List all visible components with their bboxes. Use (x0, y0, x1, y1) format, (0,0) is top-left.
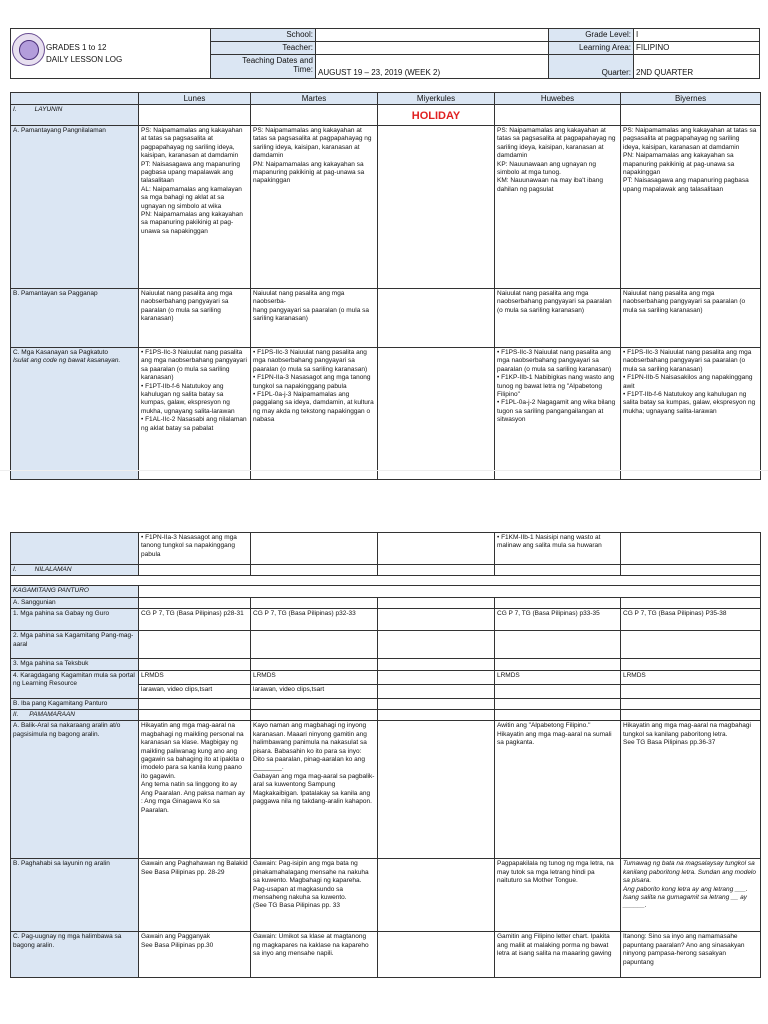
ra-martes: Kayo naman ang magbahagi ng inyong karanasan. Maaari ninyong gamitin ang halimbawang panimula na nakasulat sa pisara. Babasahin ko ito para sa inyo: Dito sa paaralan, pinag-aaralan ko ang ________. Gabayan ang mga mag-aaral sa pagbalik-aral sa kuwentong Sampung Magkakaibigan. Ipatalakay sa kanila ang paggawa nila ng takdang-aralin kahapon. (251, 721, 378, 859)
r1-lunes: CG P 7, TG (Basa Pilipinas) p28-31 (139, 609, 251, 631)
rc-lunes: Gawain ang Pagganyak See Basa Pilipinas pp.30 (139, 932, 251, 978)
row-b-biyernes: Naiuulat nang pasalita ang mga naobserbahang pangyayari sa paaralan (o mula sa sariling karanasan) (621, 289, 761, 348)
ra-lunes: Hikayatin ang mga mag-aaral na magbahagi ng maikling personal na karanasan sa klase. Magbigay ng maikling paliwanag kung ano ang gagawin sa bahaging ito at ipakita o imodelo para sa kanila kung paano ito gagawin. Ang tema natin sa linggong ito ay Ang Paaralan. Ang paksa naman ay : Ang mga Ginagawa Ko sa Paaralan. (139, 721, 251, 859)
rc-biyernes: Itanong: Sino sa inyo ang namamasahe papuntang paaralan? Ano ang sinasakyan ninyong pampasa-herong sasakyan papuntang (621, 932, 761, 978)
grade-label: Grade Level: (549, 29, 634, 42)
day-huwebes: Huwebes (495, 93, 621, 105)
blank-header-cell (11, 93, 139, 105)
day-martes: Martes (251, 93, 378, 105)
cont-lunes: • F1PN-IIa-3 Nasasagot ang mga tanong tungkol sa napakinggang pabula (139, 533, 251, 565)
rb-lunes: Gawain ang Paghahawan ng Balakid See Basa Pilipinas pp. 28-29 (139, 859, 251, 932)
kagamitan-heading: KAGAMITANG PANTURO (11, 586, 139, 597)
rb-miyerkules (378, 859, 495, 932)
r1-martes: CG P 7, TG (Basa Pilipinas) p32-33 (251, 609, 378, 631)
ra-biyernes: Hikayatin ang mga mag-aaral na magbahagi tungkol sa kanilang paboritong letra. See TG Basa Pilipinas pp.36-37 (621, 721, 761, 859)
r1-miyerkules (378, 609, 495, 631)
area-value: FILIPINO (634, 42, 760, 55)
rc-miyerkules (378, 932, 495, 978)
r4-miyerkules (378, 670, 495, 684)
teacher-label: Teacher: (211, 42, 316, 55)
nilalaman-heading: I. NILALAMAN (11, 565, 139, 576)
r4b-biyernes (621, 684, 761, 698)
quarter-label: Quarter: (549, 55, 634, 79)
pamamaraan-heading: II. PAMAMARAAN (11, 710, 139, 721)
row-c-lunes: • F1PS-IIc-3 Naiuulat nang pasalita ang mga naobserbahang pangyayari sa paaralan (o mula sa sariling karanasan) • F1PT-IIb-f-6 Natutukoy ang kahulugan ng salita batay sa kumpas, galaw, ekspresyon ng mukha, ugnayang salita-larawan • F1AL-IIc-2 Nasasabi ang nilalaman ng aklat batay sa pabalat (139, 348, 251, 480)
dates-value: AUGUST 19 – 23, 2019 (WEEK 2) (316, 55, 549, 79)
school-label: School: (211, 29, 316, 42)
ra-miyerkules (378, 721, 495, 859)
time-label: Time: (293, 65, 313, 74)
title-line1: GRADES 1 to 12 (46, 43, 107, 52)
rc-huwebes: Gamitin ang Filipino letter chart. Ipakita ang maliit at malaking porma ng bawat letra at isang salita na maaaring gawing (495, 932, 621, 978)
row-b-label: B. Pamantayan sa Pagganap (11, 289, 139, 348)
row-c-biyernes: • F1PS-IIc-3 Naiuulat nang pasalita ang mga naobserbahang pangyayari sa paaralan (o mula sa sariling karanasan) • F1PN-IIb-5 Naisasakilos ang napakinggang awit • F1PT-IIb-f-6 Natutukoy ang kahulugan ng salita batay sa kumpas, galaw, ekspresyon ng mukha; ugnayang salita-larawan (621, 348, 761, 480)
dates-label: Teaching Dates and (242, 56, 313, 65)
r4-martes: LRMDS (251, 670, 378, 684)
header-table (10, 28, 760, 79)
grade-value: I (634, 29, 760, 42)
r1-biyernes: CG P 7, TG (Basa Pilipinas) P35-38 (621, 609, 761, 631)
row-c-sub: Isulat ang code ng bawat kasanayan. (13, 357, 121, 365)
day-biyernes: Biyernes (621, 93, 761, 105)
lesson-table-page1 (10, 92, 761, 480)
row-b-huwebes: Naiuulat nang pasalita ang mga naobserbahang pangyayari sa paaralan (o mula sa sariling karanasan) (495, 289, 621, 348)
row-c-label: C. Mga Kasanayan sa Pagkatuto (13, 349, 109, 356)
row-a-miyerkules (378, 126, 495, 289)
rc-label: C. Pag-uugnay ng mga halimbawa sa bagong aralin. (11, 932, 139, 978)
r2-label: 2. Mga pahina sa Kagamitang Pang-mag-aaral (11, 631, 139, 659)
row-c-miyerkules (378, 348, 495, 480)
school-value (316, 29, 549, 42)
row-a-label: A. Pamantayang Pangnilalaman (11, 126, 139, 289)
r4-biyernes: LRMDS (621, 670, 761, 684)
row-a-martes: PS: Naipamamalas ang kakayahan at tatas sa pagsasalita at pagpapahayag ng sariling ideya, kaisipan, karanasan at damdamin PN: Naipamamalas ang kakayahan sa mapanuring pakikinig at pag-unawa sa napakinggan (251, 126, 378, 289)
area-label: Learning Area: (549, 42, 634, 55)
dates-label-cell (211, 55, 316, 79)
r4b-huwebes (495, 684, 621, 698)
row-c-martes: • F1PS-IIc-3 Naiuulat nang pasalita ang mga naobserbahang pangyayari sa paaralan (o mula sa sariling karanasan) • F1PN-IIa-3 Nasasagot ang mga tanong tungkol sa napakinggang pabula • F1PL-0a-j-3 Naipamamalas ang paggalang sa ideya, damdamin, at kultura ng may akda ng tekstong napakinggan o nabasa (251, 348, 378, 480)
cont-miyerkules (378, 533, 495, 565)
rb-label: B. Paghahabi sa layunin ng aralin (11, 859, 139, 932)
row-a-huwebes: PS: Naipamamalas ang kakayahan at tatas sa pagsasalita at pagpapahayag ng sariling ideya, kaisipan, karanasan at damdamin KP: Nauunawaan ang ugnayan ng simbolo at mga tunog. KM: Nauunawaan na may iba't ibang dahilan ng pagsulat (495, 126, 621, 289)
r1-huwebes: CG P 7, TG (Basa Pilipinas) p33-35 (495, 609, 621, 631)
ra-label: A. Balik-Aral sa nakaraang aralin at/o pagsisimula ng bagong aralin. (11, 721, 139, 859)
r4b-martes: larawan, video clips,tsart (251, 684, 378, 698)
ra-huwebes: Awitin ang "Alpabetong Filipino." Hikayatin ang mga mag-aaral na sumali sa pagkanta. (495, 721, 621, 859)
r4-huwebes: LRMDS (495, 670, 621, 684)
row-a-biyernes: PS: Naipamamalas ang kakayahan at tatas sa pagsasalita at pagpapahayag ng sariling ideya, kaisipan, karanasan at damdamin PN: Naipamamalas ang kakayahan sa mapanuring pakikinig at pag-unawa sa napakinggan PT: Naisasagawa ang mapanuring pagbasa upang mapalawak ang talasalitaan (621, 126, 761, 289)
r4-label: 4. Karagdagang Kagamitan mula sa portal ng Learning Resource (11, 670, 139, 698)
rb-martes: Gawain: Pag-isipin ang mga bata ng pinakamahalagang mensahe na nakuha sa kuwento. Magbahagi ng kapareha. Pag-usapan at magkasundo sa mensaheng nakuha sa kuwento. (See TG Basa Pilipinas pp. 33 (251, 859, 378, 932)
rb-huwebes: Pagpapakilala ng tunog ng mga letra, na may tutok sa mga letrang hindi pa naituturo sa Mother Tongue. (495, 859, 621, 932)
row-b-lunes: Naiuulat nang pasalita ang mga naobserbahang pangyayari sa paaralan (o mula sa sariling karanasan) (139, 289, 251, 348)
quarter-value: 2ND QUARTER (634, 55, 760, 79)
row-a-lunes: PS: Naipamamalas ang kakayahan at tatas sa pagsasalita at pagpapahayag ng sariling ideya, kaisipan, karanasan at damdamin PT: Naisasagawa ang mapanuring pagbasa upang mapalawak ang talasalitaan AL: Naipamamalas ang kamalayan sa mga bahagi ng aklat at sa ugnayan ng simbolo at wika PN: Naipamamalas ang kakayahan sa mapanuring pakikinig at pag-unawa sa napakinggan (139, 126, 251, 289)
day-miyerkules: Miyerkules (378, 93, 495, 105)
row-b-martes: Naiuulat nang pasalita ang mga naobserba- hang pangyayari sa paaralan (o mula sa sariling karanasan) (251, 289, 378, 348)
row-b-miyerkules (378, 289, 495, 348)
rc-martes: Gawain: Umikot sa klase at magtanong ng magkapares na kaklase na kapareho sa inyo ang mensahe napili. (251, 932, 378, 978)
iba-label: B. Iba pang Kagamitang Panturo (11, 698, 139, 709)
title-line2: DAILY LESSON LOG (46, 55, 123, 64)
r1-label: 1. Mga pahina sa Gabay ng Guro (11, 609, 139, 631)
holiday-label: HOLIDAY (411, 110, 461, 122)
rb-biyernes: Tumawag ng bata na magsalaysay tungkol sa kanilang paboritong letra. Sundan ang modelo sa pisara. Ang paborito kong letra ay ang letrang ___. Isang salita na gumagamit sa letrang __ ay ______. (621, 859, 761, 932)
r4b-lunes: larawan, video clips,tsart (139, 684, 251, 698)
cont-martes (251, 533, 378, 565)
sanggunian-label: A. Sanggunian (11, 597, 139, 608)
teacher-value (316, 42, 549, 55)
r4-lunes: LRMDS (139, 670, 251, 684)
title-cell (11, 29, 211, 79)
r4b-miyerkules (378, 684, 495, 698)
lesson-table-page2 (10, 532, 761, 978)
layunin-heading: I. LAYUNIN (11, 105, 139, 126)
row-c-huwebes: • F1PS-IIc-3 Naiuulat nang pasalita ang mga naobserbahang pangyayari sa paaralan (o mula sa sariling karanasan) • F1KP-IIb-1 Nabibigkas nang wasto ang tunog ng bawat letra ng "Alpabetong Filipino" • F1PL-0a-j-2 Nagagamit ang wika bilang tugon sa sariling pangangailangan at sitwasyon (495, 348, 621, 480)
cont-biyernes (621, 533, 761, 565)
cont-huwebes: • F1KM-IIb-1 Nasisipi nang wasto at malinaw ang salita mula sa huwaran (495, 533, 621, 565)
page-divider (0, 470, 768, 471)
r3-label: 3. Mga pahina sa Teksbuk (11, 659, 139, 670)
day-lunes: Lunes (139, 93, 251, 105)
row-c-label-cell (11, 348, 139, 480)
